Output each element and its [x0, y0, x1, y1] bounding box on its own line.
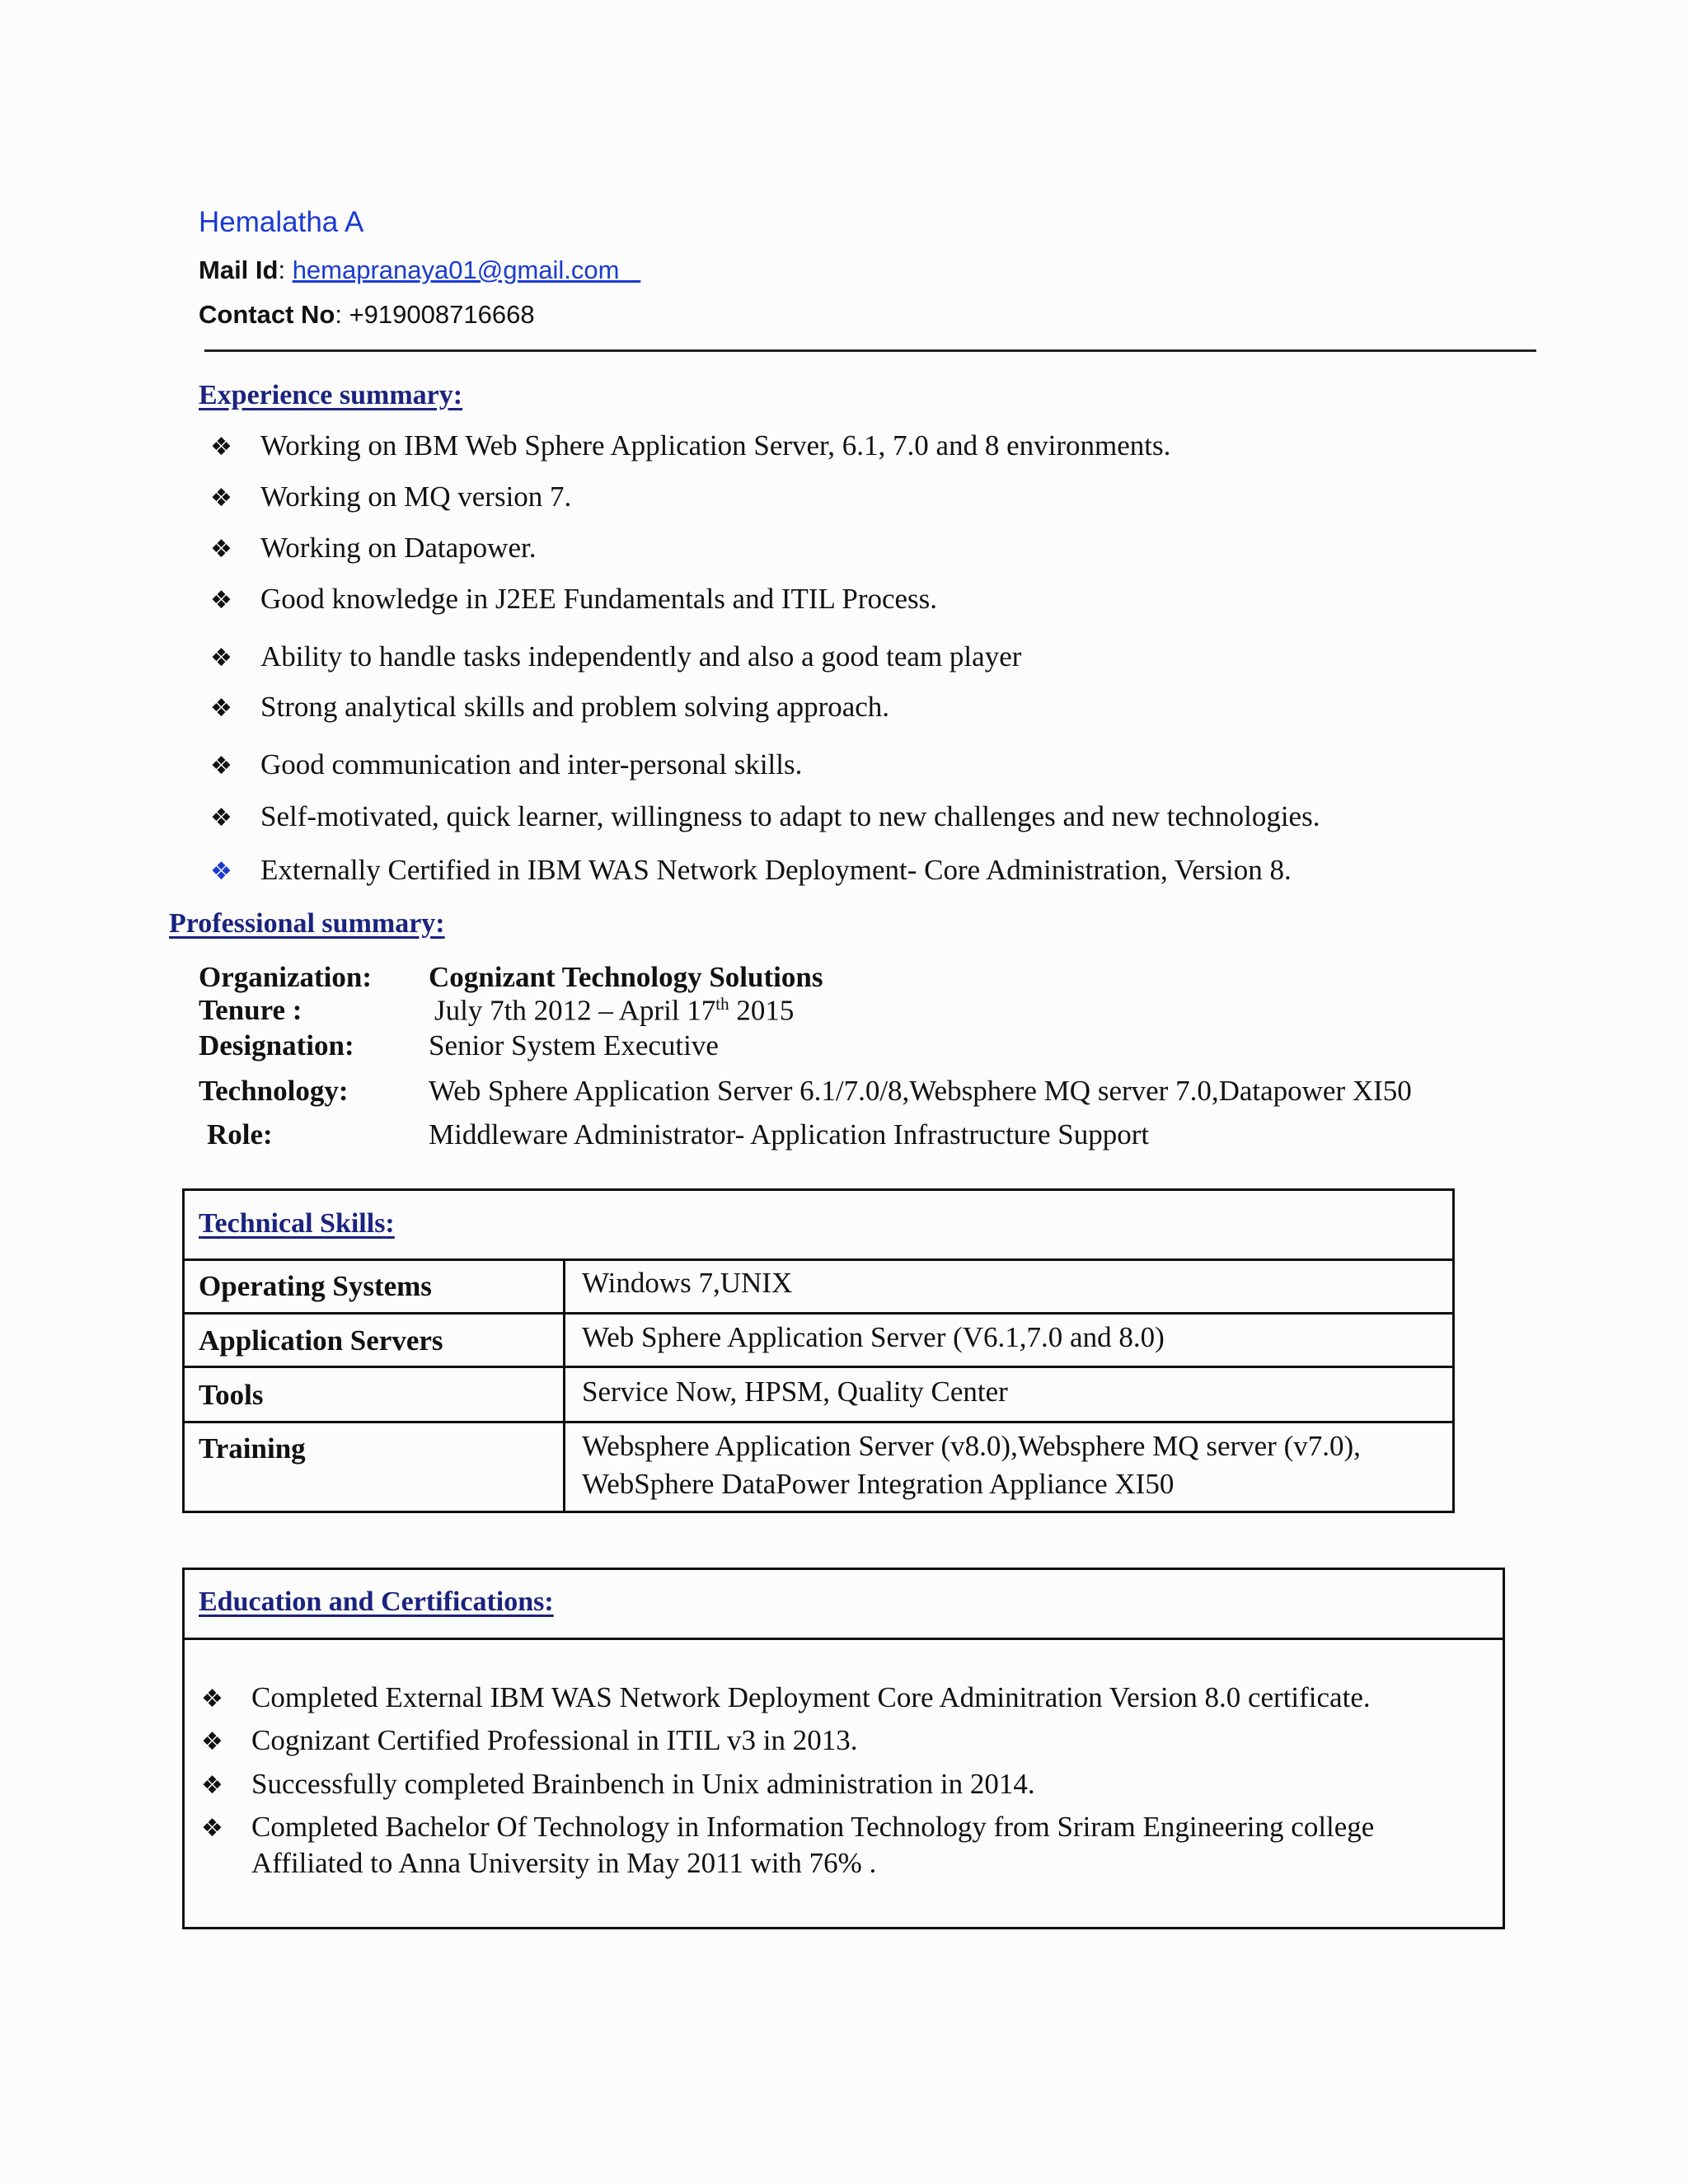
bullet-icon: ❖ — [201, 1771, 223, 1800]
mail-label: Mail Id — [199, 255, 279, 284]
email-link[interactable]: hemapranaya01@gmail.com — [292, 255, 620, 284]
table-row-value: Service Now, HPSM, Quality Center — [582, 1376, 1008, 1408]
organization-value: Cognizant Technology Solutions — [429, 961, 823, 993]
technology-value: Web Sphere Application Server 6.1/7.0/8,Websphere MQ server 7.0,Datapower XI50 — [429, 1075, 1412, 1107]
role-label: Role: — [207, 1118, 273, 1151]
table-row-label: Tools — [199, 1379, 264, 1411]
designation-value: Senior System Executive — [429, 1029, 719, 1062]
table-divider — [182, 1366, 1455, 1368]
table-column-divider — [563, 1258, 565, 1513]
table-divider — [182, 1258, 1455, 1261]
experience-summary-title: Experience summary: — [199, 380, 463, 410]
table-divider — [182, 1312, 1455, 1315]
table-divider — [182, 1421, 1455, 1423]
bullet-icon: ❖ — [201, 1814, 223, 1843]
table-row-label: Application Servers — [199, 1324, 443, 1357]
bullet-icon: ❖ — [210, 694, 232, 723]
tenure-label: Tenure : — [199, 994, 302, 1026]
bullet-icon: ❖ — [210, 484, 232, 513]
mail-line: Mail Id: hemapranaya01@gmail.com — [199, 255, 620, 284]
candidate-name: Hemalatha A — [199, 206, 364, 238]
organization-label: Organization: — [199, 961, 372, 993]
table-divider — [182, 1638, 1505, 1640]
table-row-value: Windows 7,UNIX — [582, 1267, 793, 1299]
table-row-value: Websphere Application Server (v8.0),Websphere MQ server (v7.0), — [582, 1430, 1361, 1462]
bullet-icon: ❖ — [201, 1685, 223, 1713]
bullet-icon: ❖ — [210, 857, 232, 886]
table-row-label: Training — [199, 1432, 306, 1465]
table-row-value-line2: WebSphere DataPower Integration Appliance XI50 — [582, 1468, 1175, 1500]
bullet-icon: ❖ — [210, 644, 232, 673]
bullet-icon: ❖ — [201, 1727, 223, 1756]
technical-skills-title: Technical Skills: — [199, 1208, 395, 1239]
bullet-icon: ❖ — [210, 433, 232, 462]
bullet-icon: ❖ — [210, 804, 232, 832]
contact-label: Contact No — [199, 300, 335, 329]
bullet-icon: ❖ — [210, 586, 232, 615]
designation-label: Designation: — [199, 1029, 354, 1062]
table-row-value: Web Sphere Application Server (V6.1,7.0 and 8.0) — [582, 1321, 1165, 1353]
table-row-label: Operating Systems — [199, 1270, 432, 1302]
professional-summary-title: Professional summary: — [169, 908, 445, 939]
technology-label: Technology: — [199, 1075, 349, 1107]
bullet-icon: ❖ — [210, 752, 232, 780]
contact-line: Contact No: +919008716668 — [199, 300, 535, 329]
contact-number: +919008716668 — [349, 300, 535, 329]
tenure-value: July 7th 2012 – April 17th 2015 — [434, 994, 795, 1027]
bullet-icon: ❖ — [210, 535, 232, 564]
education-title: Education and Certifications: — [199, 1586, 554, 1617]
header-divider — [204, 349, 1536, 352]
role-value: Middleware Administrator- Application Infrastructure Support — [429, 1118, 1150, 1151]
